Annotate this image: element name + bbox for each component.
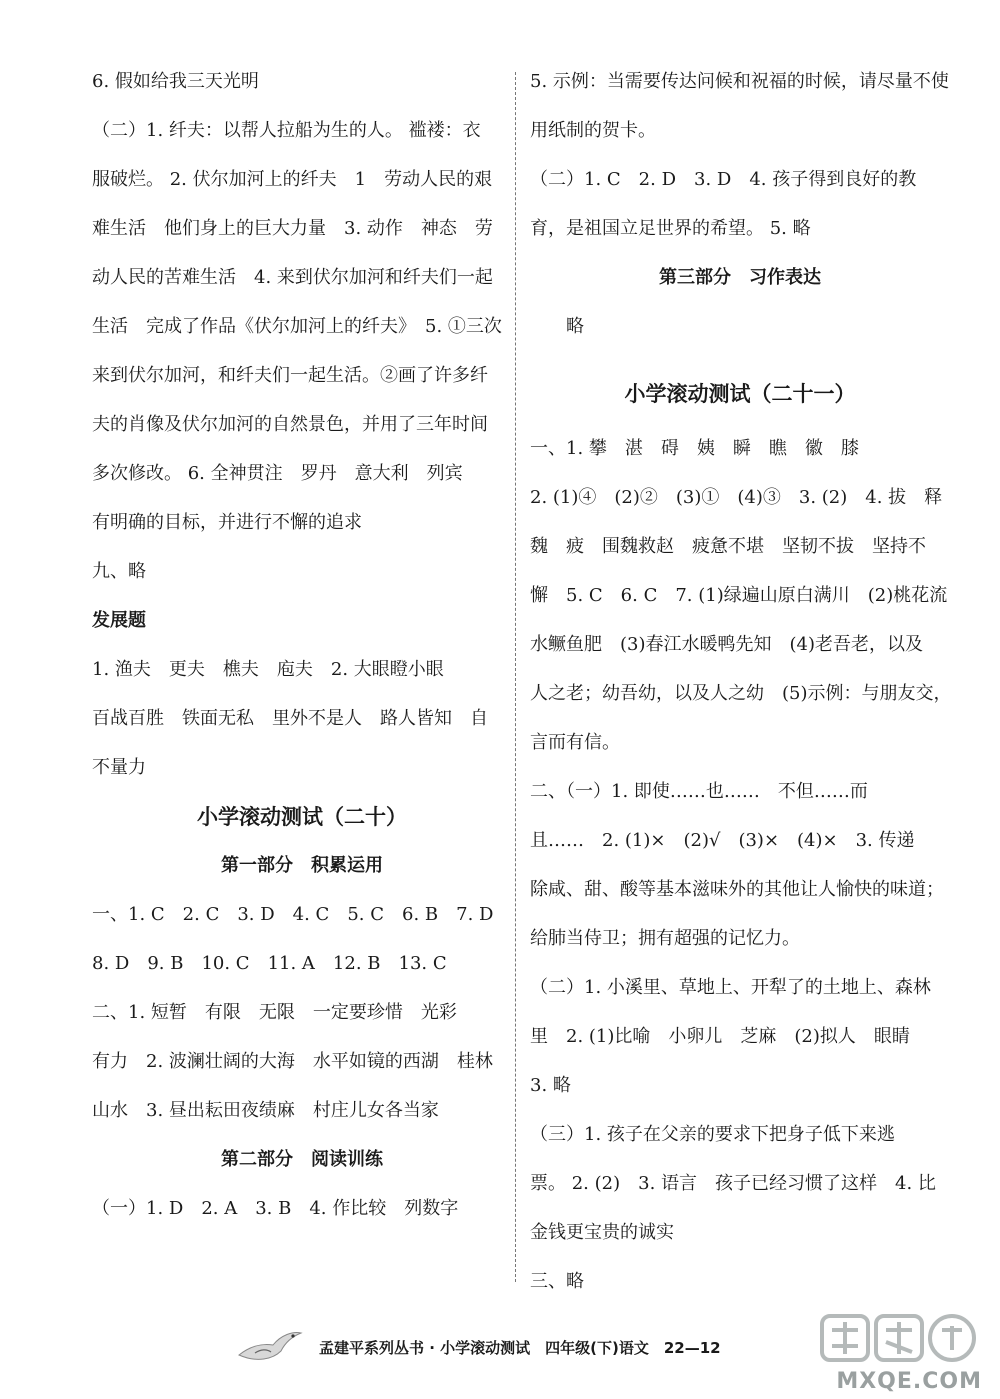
answer-line: 夫的肖像及伏尔加河的自然景色，并用了三年时间: [92, 414, 488, 435]
part-heading: 第一部分 积累运用: [221, 855, 383, 876]
answer-line: 且…… 2. (1)× (2)√ (3)× (4)× 3. 传递: [530, 830, 915, 851]
answer-line: 魏 疲 围魏救赵 疲惫不堪 坚韧不拔 坚持不: [530, 536, 926, 557]
answer-line: 水鳜鱼肥 (3)春江水暖鸭先知 (4)老吾老，以及: [530, 634, 923, 655]
column-divider: [515, 72, 516, 1282]
answer-line: 懈 5. C 6. C 7. (1)绿遍山原白满川 (2)桃花流: [530, 585, 948, 606]
answer-line: 难生活 他们身上的巨大力量 3. 动作 神态 劳: [92, 218, 493, 239]
footer-text: 孟建平系列丛书 · 小学滚动测试 四年级(下)语文 22—12: [319, 1338, 721, 1357]
answer-line: 一、1. 攀 湛 碍 姨 瞬 瞧 徽 膝: [530, 438, 859, 459]
watermark-logo-icon: [802, 1308, 992, 1368]
answer-line: 二、1. 短暂 有限 无限 一定要珍惜 光彩: [92, 1002, 457, 1023]
answer-line: 二、（一）1. 即使……也…… 不但……而: [530, 781, 868, 802]
answer-line: 给肺当侍卫；拥有超强的记忆力。: [530, 928, 800, 949]
part-heading: 第二部分 阅读训练: [221, 1149, 383, 1170]
section-heading: 发展题: [92, 610, 146, 631]
answer-line: 育，是祖国立足世界的希望。 5. 略: [530, 218, 811, 239]
left-column: [92, 70, 512, 1246]
answer-line: 多次修改。 6. 全神贯注 罗丹 意大利 列宾: [92, 463, 463, 484]
answer-line: 不量力: [92, 757, 146, 778]
answer-line: 5. 示例：当需要传达问候和祝福的时候，请尽量不使: [530, 71, 949, 92]
answer-line: （二）1. C 2. D 3. D 4. 孩子得到良好的教: [530, 169, 917, 190]
part-heading: 第三部分 习作表达: [659, 267, 821, 288]
answer-line: 6. 假如给我三天光明: [92, 71, 259, 92]
test-title: 小学滚动测试（二十）: [197, 805, 407, 829]
answer-line: 九、略: [92, 561, 146, 582]
watermark-text: MXQE.COM: [836, 1369, 982, 1394]
answer-line: 有明确的目标，并进行不懈的追求: [92, 512, 362, 533]
answer-line: 金钱更宝贵的诚实: [530, 1222, 674, 1243]
answer-line: 除咸、甜、酸等基本滋味外的其他让人愉快的味道；: [530, 879, 944, 900]
answer-line: 动人民的苦难生活 4. 来到伏尔加河和纤夫们一起: [92, 267, 493, 288]
answer-line: 用纸制的贺卡。: [530, 120, 656, 141]
answer-line: 8. D 9. B 10. C 11. A 12. B 13. C: [92, 953, 447, 974]
answer-line: （一）1. D 2. A 3. B 4. 作比较 列数字: [92, 1198, 459, 1219]
bird-logo-icon: [235, 1325, 305, 1369]
answer-line: （二）1. 小溪里、草地上、开犁了的土地上、森林: [530, 977, 931, 998]
answer-line: 里 2. (1)比喻 小卵儿 芝麻 (2)拟人 眼睛: [530, 1026, 910, 1047]
answer-line: 言而有信。: [530, 732, 620, 753]
answer-line: 票。 2. (2) 3. 语言 孩子已经习惯了这样 4. 比: [530, 1173, 936, 1194]
page-footer: [235, 1330, 755, 1364]
answer-line: （二）1. 纤夫：以帮人拉船为生的人。 褴褛：衣: [92, 120, 481, 141]
answer-line: 略: [566, 316, 584, 337]
answer-line: 一、1. C 2. C 3. D 4. C 5. C 6. B 7. D: [92, 904, 494, 925]
answer-line: 1. 渔夫 更夫 樵夫 庖夫 2. 大眼瞪小眼: [92, 659, 444, 680]
test-title: 小学滚动测试（二十一）: [624, 382, 856, 406]
answer-line: 有力 2. 波澜壮阔的大海 水平如镜的西湖 桂林: [92, 1051, 493, 1072]
answer-line: 2. (1)④ (2)② (3)① (4)③ 3. (2) 4. 拔 释: [530, 487, 943, 508]
answer-line: 生活 完成了作品《伏尔加河上的纤夫》 5. ①三次: [92, 316, 502, 337]
answer-line: 山水 3. 昼出耘田夜绩麻 村庄儿女各当家: [92, 1100, 439, 1121]
answer-line: 3. 略: [530, 1075, 571, 1096]
answer-line: 来到伏尔加河，和纤夫们一起生活。②画了许多纤: [92, 365, 488, 386]
watermark: [802, 1308, 992, 1396]
answer-line: 百战百胜 铁面无私 里外不是人 路人皆知 自: [92, 708, 488, 729]
right-column: [530, 70, 950, 1319]
answer-line: （三）1. 孩子在父亲的要求下把身子低下来逃: [530, 1124, 895, 1145]
answer-line: 服破烂。 2. 伏尔加河上的纤夫 1 劳动人民的艰: [92, 169, 493, 190]
answer-line: 人之老；幼吾幼，以及人之幼 (5)示例：与朋友交，: [530, 683, 952, 704]
answer-line: 三、略: [530, 1271, 584, 1292]
